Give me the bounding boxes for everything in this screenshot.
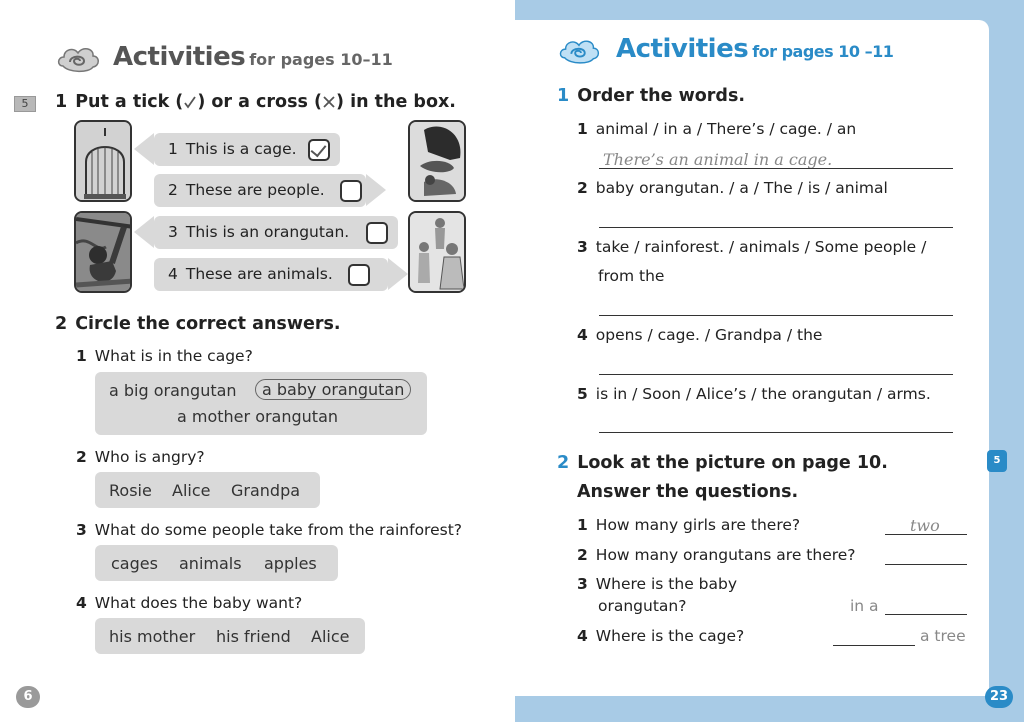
order-item-5 xyxy=(577,385,931,403)
item-number: 4 xyxy=(577,627,588,645)
sub-question-1 xyxy=(76,347,253,365)
page-number: 23 xyxy=(985,686,1013,708)
question-text: Order the words. xyxy=(577,86,746,106)
heading-subtitle: for pages 10–11 xyxy=(249,50,393,69)
item-words: baby orangutan. / a / The / is / animal xyxy=(595,179,888,197)
statement-3 xyxy=(154,216,398,249)
answer-option[interactable]: apples xyxy=(264,554,317,573)
answer-option-circled[interactable]: a baby orangutan xyxy=(255,379,411,400)
answer-checkbox[interactable] xyxy=(366,222,388,244)
answer-line[interactable] xyxy=(885,564,967,565)
statement-text: These are animals. xyxy=(185,265,333,283)
item-words: animal / in a / There’s / cage. / an xyxy=(595,120,857,138)
sub-question-2 xyxy=(76,448,205,466)
question-2-heading xyxy=(557,453,888,473)
answer-option[interactable]: Alice xyxy=(172,481,211,500)
cross-icon xyxy=(322,95,336,109)
statement-number: 2 xyxy=(168,181,178,199)
handwritten-answer: There’s an animal in a cage. xyxy=(603,150,833,169)
item-question: How many girls are there? xyxy=(595,516,801,534)
order-item-1 xyxy=(577,120,856,138)
item-number: 1 xyxy=(577,120,588,138)
statement-text: This is a cage. xyxy=(185,140,297,158)
answer-option[interactable]: animals xyxy=(179,554,242,573)
statement-pointer xyxy=(134,133,154,165)
answer-line[interactable] xyxy=(599,227,953,228)
item-question-continued: orangutan? xyxy=(598,597,687,615)
item-number: 2 xyxy=(577,546,588,564)
heading-subtitle: for pages 10 –11 xyxy=(752,42,894,61)
item-words: is in / Soon / Alice’s / the orangutan / arms. xyxy=(595,385,931,403)
answer-line[interactable] xyxy=(833,645,915,646)
statement-pointer xyxy=(366,174,386,206)
answer-prefix: in a xyxy=(850,597,879,615)
question-text: Put a tick ( xyxy=(75,92,184,112)
answer-line[interactable] xyxy=(599,168,953,169)
activities-heading xyxy=(113,42,393,72)
answer-options-4 xyxy=(95,618,365,654)
question-number: 1 xyxy=(557,86,570,106)
answer-checkbox[interactable] xyxy=(340,180,362,202)
question-1-heading xyxy=(557,86,745,106)
activities-cloud-icon xyxy=(557,36,601,68)
answer-options-3 xyxy=(95,545,338,581)
answer-option[interactable]: a mother orangutan xyxy=(177,407,339,426)
question-text: Circle the correct answers. xyxy=(75,314,341,334)
order-item-4 xyxy=(577,326,822,344)
statement-text: These are people. xyxy=(185,181,325,199)
answer-option[interactable]: Grandpa xyxy=(231,481,301,500)
question-number: 2 xyxy=(55,314,68,334)
answer-option[interactable]: Rosie xyxy=(109,481,152,500)
picture-question-2 xyxy=(577,546,856,564)
item-question: Where is the cage? xyxy=(595,627,745,645)
tick-icon xyxy=(183,95,197,109)
sub-question-number: 1 xyxy=(76,347,87,365)
animals-picture xyxy=(408,120,466,202)
item-number: 2 xyxy=(577,179,588,197)
question-text: Look at the picture on page 10. xyxy=(577,453,888,473)
item-number: 3 xyxy=(577,238,588,256)
statement-1 xyxy=(154,133,340,166)
side-badge: 5 xyxy=(14,96,36,112)
sub-question-text: Who is angry? xyxy=(94,448,205,466)
handwritten-answer: two xyxy=(910,516,940,535)
answer-line[interactable] xyxy=(599,432,953,433)
answer-option[interactable]: his mother xyxy=(109,627,196,646)
heading-title: Activities xyxy=(113,42,246,72)
activities-cloud-icon xyxy=(55,44,101,76)
order-item-3 xyxy=(577,238,926,256)
answer-option[interactable]: cages xyxy=(111,554,158,573)
animals-icon xyxy=(410,122,466,202)
item-number: 3 xyxy=(577,575,588,593)
item-number: 5 xyxy=(577,385,588,403)
question-1-heading xyxy=(55,92,456,112)
item-words: opens / cage. / Grandpa / the xyxy=(595,326,823,344)
item-question: Where is the baby xyxy=(595,575,737,593)
answer-option[interactable]: Alice xyxy=(311,627,350,646)
sub-question-text: What does the baby want? xyxy=(94,594,303,612)
orangutan-picture xyxy=(74,211,132,293)
sub-question-4 xyxy=(76,594,302,612)
people-picture xyxy=(408,211,466,293)
statement-2 xyxy=(154,174,366,207)
sub-question-number: 2 xyxy=(76,448,87,466)
item-question: How many orangutans are there? xyxy=(595,546,856,564)
statement-number: 4 xyxy=(168,265,178,283)
birdcage-icon xyxy=(76,122,132,202)
answer-option[interactable]: a big orangutan xyxy=(109,381,237,400)
answer-line[interactable] xyxy=(599,374,953,375)
side-tab: 5 xyxy=(987,450,1007,472)
statement-4 xyxy=(154,258,388,291)
answer-checkbox[interactable] xyxy=(308,139,330,161)
sub-question-text: What do some people take from the rainforest? xyxy=(94,521,462,539)
answer-line[interactable] xyxy=(885,614,967,615)
cage-picture xyxy=(74,120,132,202)
question-number: 1 xyxy=(55,92,68,112)
sub-question-text: What is in the cage? xyxy=(94,347,253,365)
item-number: 1 xyxy=(577,516,588,534)
item-words: take / rainforest. / animals / Some people / xyxy=(595,238,927,256)
picture-question-3 xyxy=(577,575,737,593)
question-number: 2 xyxy=(557,453,570,473)
question-text: ) in the box. xyxy=(336,92,456,112)
item-words-continued: from the xyxy=(598,267,665,285)
answer-options-1 xyxy=(95,372,427,435)
answer-option[interactable]: his friend xyxy=(216,627,291,646)
question-text: ) or a cross ( xyxy=(197,92,322,112)
answer-checkbox[interactable] xyxy=(348,264,370,286)
people-icon xyxy=(410,213,466,293)
statement-number: 3 xyxy=(168,223,178,241)
statement-pointer xyxy=(388,258,408,290)
answer-line[interactable] xyxy=(885,534,967,535)
sub-question-number: 3 xyxy=(76,521,87,539)
answer-options-2 xyxy=(95,472,320,508)
answer-line[interactable] xyxy=(599,315,953,316)
question-text-continued: Answer the questions. xyxy=(577,482,799,502)
orangutan-icon xyxy=(76,213,132,293)
item-number: 4 xyxy=(577,326,588,344)
statement-pointer xyxy=(134,216,154,248)
picture-question-4 xyxy=(577,627,744,645)
sub-question-3 xyxy=(76,521,462,539)
question-2-heading xyxy=(55,314,341,334)
order-item-2 xyxy=(577,179,888,197)
sub-question-number: 4 xyxy=(76,594,87,612)
picture-question-1 xyxy=(577,516,800,534)
activities-heading xyxy=(616,34,893,64)
page-number: 6 xyxy=(16,686,40,708)
answer-suffix: a tree xyxy=(920,627,966,645)
right-page xyxy=(515,0,1024,722)
statement-text: This is an orangutan. xyxy=(185,223,350,241)
statement-number: 1 xyxy=(168,140,178,158)
heading-title: Activities xyxy=(616,34,749,64)
